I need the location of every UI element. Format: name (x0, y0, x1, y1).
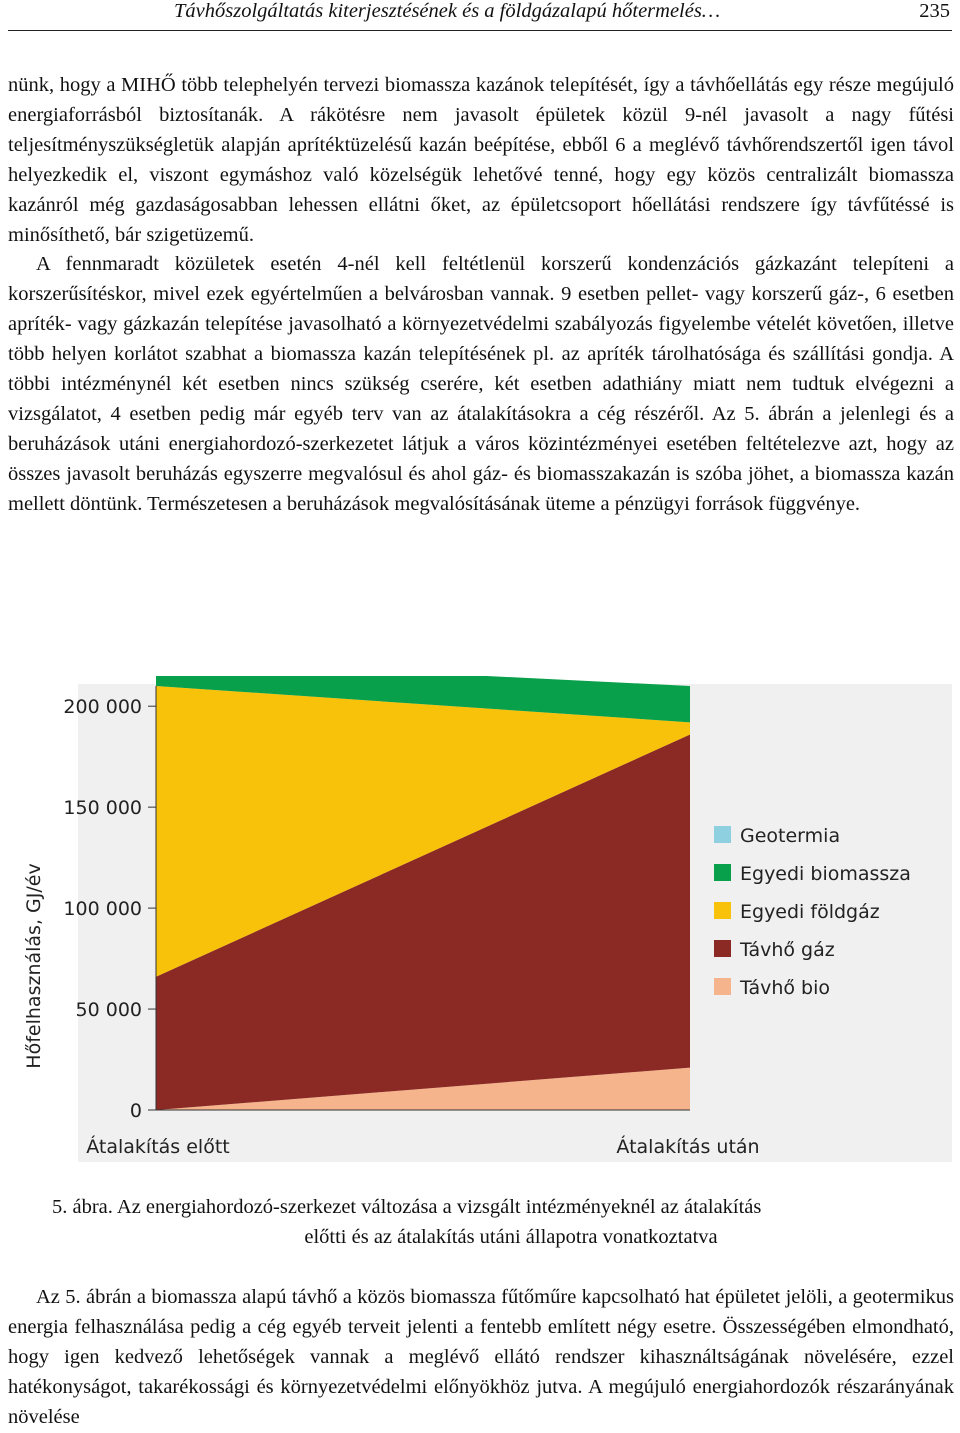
page-number: 235 (919, 0, 950, 22)
energy-structure-chart (0, 676, 960, 1162)
figure-caption (8, 1192, 954, 1252)
legend-label: Távhő bio (740, 977, 831, 999)
caption-label: 5. ábra. (52, 1196, 113, 1218)
figure-5 (0, 676, 960, 1162)
y-tick-label: 50 000 (75, 999, 142, 1022)
y-tick-label: 200 000 (63, 696, 142, 719)
y-tick-label: 100 000 (63, 898, 142, 921)
y-axis-label: Hőfelhasználás, GJ/év (23, 863, 45, 1069)
body-text-top (8, 71, 954, 520)
x-tick-label: Átalakítás után (616, 1136, 760, 1158)
y-tick-label: 0 (129, 1100, 142, 1122)
y-tick-label: 150 000 (63, 797, 142, 820)
legend-swatch (714, 864, 731, 881)
legend-label: Egyedi biomassza (740, 863, 911, 885)
legend-swatch (714, 902, 731, 919)
paragraph-2b: Az 5. ábrán a jelenlegi és a beruházások utáni energiahordozó-szerkezetet látjuk a város közintézményei esetében feltételezve azt, hogy az összes javasolt beruházás egyszerre megvalósul és ahol gáz- és biomasszakazán is szóba jöhet, a biomassza kazán mellett döntünk. Természetesen a beruházások megvalósításának üteme a pénzügyi források függvénye. (8, 402, 955, 515)
legend-swatch (714, 978, 731, 995)
paragraph-3: Az 5. ábrán a biomassza alapú távhő a közös biomassza fűtőműre kapcsolható hat épületet jelöli, a geotermikus energia felhasználása pedig a cég egyéb terveit jelenti a fentebb említett négy esetre. Összességében elmondható, hogy igen kedvező lehetőségek vannak a meglévő ellátó rendszer kihasználtságának növelésére, ezzel hatékonyságot, takarékossági és környezetvédelmi előnyökhöz jutva. A megújuló energiahordozók részarányának növelése (8, 1286, 954, 1428)
legend-label: Távhő gáz (740, 939, 835, 961)
caption-line-2: előtti és az átalakítás utáni állapotra vonatkoztatva (304, 1226, 718, 1248)
legend-label: Egyedi földgáz (740, 901, 880, 923)
caption-line-1: Az energiahordozó-szerkezet változása a vizsgált intézményeknél az átalakítás (116, 1196, 762, 1218)
x-tick-label: Átalakítás előtt (86, 1136, 230, 1158)
body-text-bottom (8, 1283, 954, 1433)
legend-swatch (714, 940, 731, 957)
legend-label: Geotermia (740, 825, 841, 847)
header-title: Távhőszolgáltatás kiterjesztésének és a földgázalapú hőtermelés… (174, 0, 721, 22)
running-header (8, 0, 952, 31)
paragraph-2: A fennmaradt közületek esetén 4-nél kell feltétlenül korszerű kondenzációs gázkazánt telepíteni a korszerűsítéskor, mivel ezek egyértelműen a belvárosban vannak. 9 esetben pellet- vagy korszerű gáz-, 6 esetben apríték- vagy gázkazán telepítése javasolható a környezetvédelmi szabályozás figyelembe vételét követően, illetve több helyen korlátot szabhat a biomassza kazán telepítésének pl. az apríték tárolhatósága és szállítási gondja. A többi intézménynél két esetben nincs szükség cserére, két esetben adathiány miatt nem tudtuk elvégezni a vizsgálatot, 4 esetben pedig már egyéb terv van az átalakításokra a cég részéről. (8, 253, 954, 425)
legend-swatch (714, 826, 731, 843)
paragraph-1: nünk, hogy a MIHŐ több telephelyén tervezi biomassza kazánok telepítését, így a távhőellátás egy része megújuló energiaforrásból biztosítanák. A rákötésre nem javasolt épületek közül 9-nél javasolt a nagy fűtési teljesítményszükségletük alapján aprítéktüzelésű kazán beépítése, ebből 6 a meglévő távhőrendszertől igen távol helyezkedik el, viszont egymáshoz való közelségük lehetővé tenné, hogy egy közös centralizált biomassza kazánról még gazdaságosabban lehessen ellátni őket, az épületcsoport hőellátási rendszere így távfűtéssé is minősíthető, bár szigetüzemű. (8, 74, 954, 246)
